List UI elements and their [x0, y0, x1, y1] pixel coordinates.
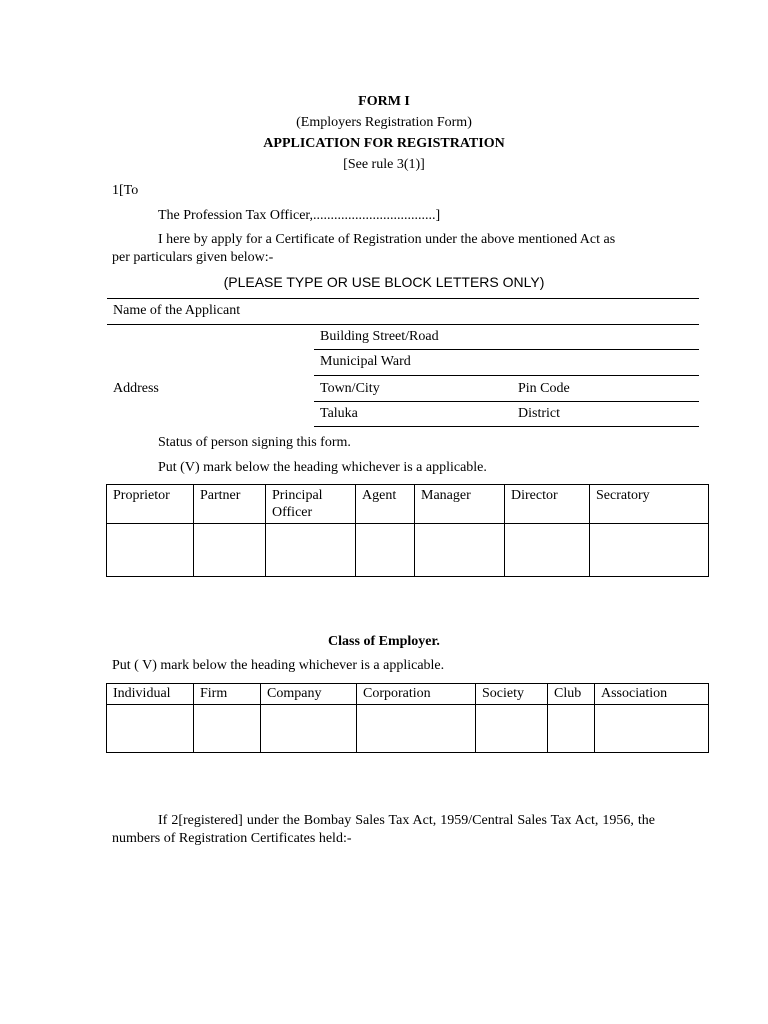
status-mark-row — [107, 524, 709, 577]
status-header-manager: Manager — [415, 485, 505, 524]
employer-header-company: Company — [261, 684, 357, 705]
employer-class-title: Class of Employer. — [328, 634, 440, 649]
intro-line-1: I here by apply for a Certificate of Registration under the above mentioned Act as — [158, 232, 616, 247]
intro-line-2: per particulars given below:- — [112, 250, 274, 265]
employer-cell-club[interactable] — [548, 705, 595, 753]
applicant-top-rule — [107, 298, 699, 299]
status-cell-manager[interactable] — [415, 524, 505, 577]
status-header-agent: Agent — [356, 485, 415, 524]
employer-header-club: Club — [548, 684, 595, 705]
pin-code-label: Pin Code — [518, 381, 570, 396]
status-cell-agent[interactable] — [356, 524, 415, 577]
form-number: FORM I — [358, 94, 410, 109]
employer-cell-company[interactable] — [261, 705, 357, 753]
town-rule — [314, 401, 699, 402]
taluka-rule — [314, 426, 699, 427]
ward-label: Municipal Ward — [320, 354, 411, 369]
status-cell-principal-officer[interactable] — [266, 524, 356, 577]
district-label: District — [518, 406, 560, 421]
form-subtitle: (Employers Registration Form) — [296, 115, 472, 130]
status-header-partner: Partner — [194, 485, 266, 524]
status-line-1: Status of person signing this form. — [158, 435, 351, 450]
employer-class-table — [106, 683, 709, 753]
addressee-officer: The Profession Tax Officer,...................................] — [158, 208, 441, 223]
employer-cell-corporation[interactable] — [357, 705, 476, 753]
status-header-row — [107, 485, 709, 524]
status-line-2: Put (V) mark below the heading whichever is a applicable. — [158, 460, 487, 475]
status-table — [106, 484, 709, 577]
employer-header-society: Society — [476, 684, 548, 705]
block-letters-instruction: (PLEASE TYPE OR USE BLOCK LETTERS ONLY) — [223, 274, 545, 290]
employer-header-individual: Individual — [107, 684, 194, 705]
employer-class-instruction: Put ( V) mark below the heading whichever is a applicable. — [112, 658, 445, 673]
employer-header-firm: Firm — [194, 684, 261, 705]
form-title: APPLICATION FOR REGISTRATION — [263, 136, 505, 151]
applicant-name-label: Name of the Applicant — [113, 303, 241, 318]
employer-mark-row — [107, 705, 709, 753]
status-cell-proprietor[interactable] — [107, 524, 194, 577]
status-header-principal-officer: Principal Officer — [266, 485, 356, 524]
addressee-to: 1[To — [112, 183, 139, 198]
employer-header-corporation: Corporation — [357, 684, 476, 705]
status-header-secratory: Secratory — [590, 485, 709, 524]
building-label: Building Street/Road — [320, 329, 439, 344]
ward-rule — [314, 375, 699, 376]
employer-cell-individual[interactable] — [107, 705, 194, 753]
status-header-director: Director — [505, 485, 590, 524]
employer-header-association: Association — [595, 684, 709, 705]
employer-cell-association[interactable] — [595, 705, 709, 753]
employer-cell-firm[interactable] — [194, 705, 261, 753]
status-cell-director[interactable] — [505, 524, 590, 577]
rule-reference: [See rule 3(1)] — [343, 157, 425, 172]
building-rule — [314, 349, 699, 350]
employer-cell-society[interactable] — [476, 705, 548, 753]
taluka-label: Taluka — [320, 406, 358, 421]
status-cell-secratory[interactable] — [590, 524, 709, 577]
employer-header-row — [107, 684, 709, 705]
status-cell-partner[interactable] — [194, 524, 266, 577]
applicant-name-rule — [107, 324, 699, 325]
registration-paragraph: If 2[registered] under the Bombay Sales Tax Act, 1959/Central Sales Tax Act, 1956, the numbers of Registration Certificates held:- — [112, 813, 655, 846]
town-label: Town/City — [320, 381, 380, 396]
status-header-proprietor: Proprietor — [107, 485, 194, 524]
address-label: Address — [113, 381, 159, 396]
